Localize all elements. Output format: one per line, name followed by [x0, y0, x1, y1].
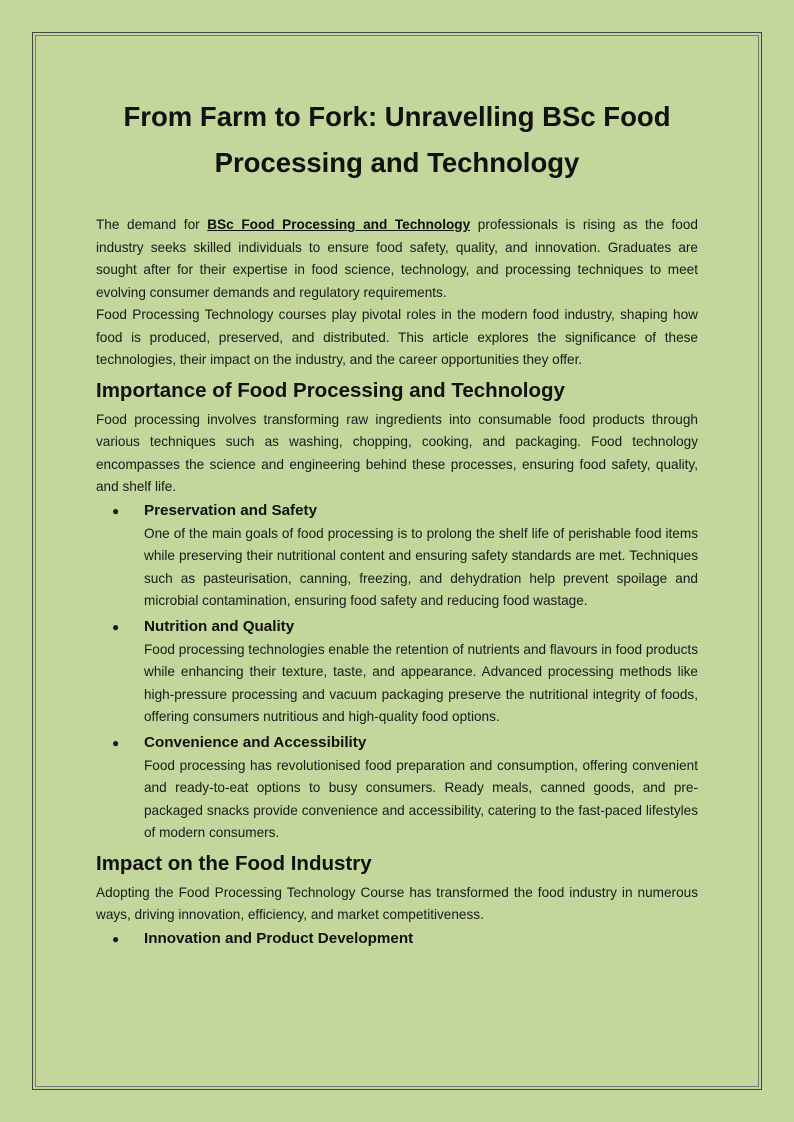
list-item	[96, 499, 698, 613]
list-item-body: One of the main goals of food processing is to prolong the shelf life of perishable food items while preserving their nutritional content and ensuring safety standards are met. Techniques such as pasteurisation, canning, freezing, and dehydration help prevent spoilage and microbial contamination, ensuring food safety and reducing food wastage.	[144, 525, 698, 608]
intro-text-post: professionals is rising as the food industry seeks skilled individuals to ensure food safety, quality, and innovation. Graduates are sought after for their expertise in food science, technology, and processing techniques to meet evolving consumer demands and regulatory requirements.	[96, 217, 698, 300]
intro-text-pre: The demand for	[96, 217, 208, 232]
bullet-icon: ●	[112, 619, 120, 634]
bsc-course-link[interactable]: BSc Food Processing and Technology	[207, 217, 471, 232]
intro-paragraph-2: Food Processing Technology courses play pivotal roles in the modern food industry, shaping how food is produced, preserved, and distributed. This article explores the significance of these technologies, their impact on the industry, and the career opportunities they offer.	[96, 307, 698, 367]
importance-list	[96, 499, 698, 845]
section-body-importance: Food processing involves transforming raw ingredients into consumable food products through various techniques such as washing, chopping, cooking, and packaging. Food technology encompasses the science and engineering behind these processes, ensuring food safety, quality, and shelf life.	[96, 411, 698, 494]
impact-list	[96, 927, 698, 951]
page-title: From Farm to Fork: Unravelling BSc Food Processing and Technology	[123, 101, 671, 178]
list-item	[96, 731, 698, 845]
list-item-title: Preservation and Safety	[144, 501, 318, 519]
section-body-impact: Adopting the Food Processing Technology Course has transformed the food industry in numerous ways, driving innovation, efficiency, and market competitiveness.	[96, 884, 698, 922]
intro-paragraph	[96, 214, 698, 304]
section-heading-impact: Impact on the Food Industry	[96, 851, 372, 875]
list-item-title: Innovation and Product Development	[144, 929, 414, 947]
list-item	[96, 615, 698, 729]
list-item-body: Food processing technologies enable the retention of nutrients and flavours in food products while enhancing their texture, taste, and appearance. Advanced processing methods like high-pressure processing and vacuum packaging preserve the nutritional integrity of foods, offering consumers nutritious and high-quality food options.	[144, 641, 698, 724]
bullet-icon: ●	[112, 931, 120, 946]
list-item-title: Convenience and Accessibility	[144, 733, 367, 751]
document-content	[96, 94, 698, 951]
bullet-icon: ●	[112, 735, 120, 750]
section-heading-importance: Importance of Food Processing and Technology	[96, 378, 565, 402]
list-item	[96, 927, 698, 951]
list-item-body: Food processing has revolutionised food preparation and consumption, offering convenient and ready-to-eat options to busy consumers. Ready meals, canned goods, and pre-packaged snacks provide convenience and accessibility, catering to the fast-paced lifestyles of modern consumers.	[144, 757, 698, 840]
list-item-title: Nutrition and Quality	[144, 617, 295, 635]
bullet-icon: ●	[112, 503, 120, 518]
